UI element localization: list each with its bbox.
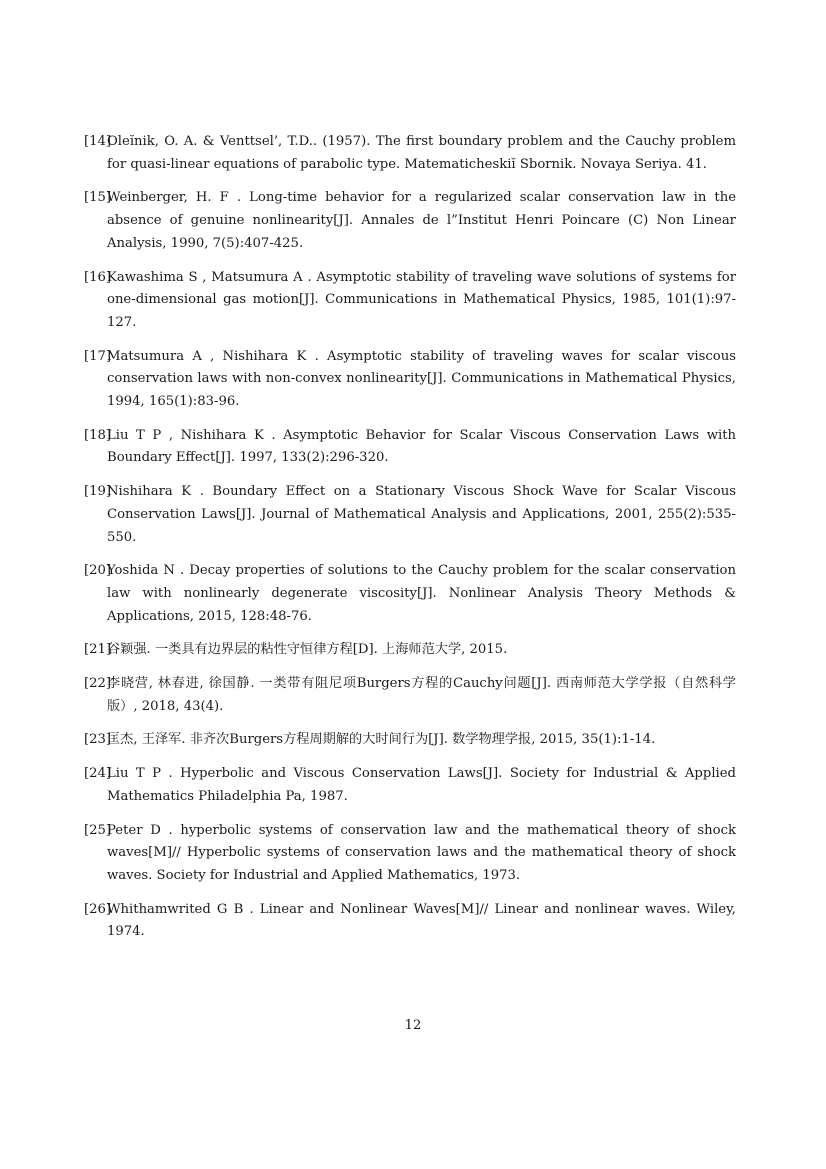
page-number: 12	[404, 1018, 422, 1033]
reference-item	[84, 763, 736, 808]
reference-item	[84, 131, 736, 176]
reference-item	[84, 729, 736, 752]
reference-number: [20]	[84, 563, 112, 579]
reference-number: [26]	[84, 901, 112, 917]
reference-text: Nishihara K . Boundary Effect on a Stationary Viscous Shock Wave for Scalar Viscous Conservation Laws[J]. Journal of Mathematical Analysis and Applications, 2001, 255(2):535-550.	[107, 484, 736, 545]
reference-item	[84, 639, 736, 662]
reference-text: Weinberger, H. F . Long-time behavior for a regularized scalar conservation law in the absence of genuine nonlinearity[J]. Annales de l”Institut Henri Poincare (C) Non Linear Analysis, 1990, 7(5):407-425.	[107, 190, 736, 251]
reference-text: 谷颖强. 一类具有边界层的粘性守恒律方程[D]. 上海师范大学, 2015.	[107, 642, 508, 658]
reference-item	[84, 187, 736, 255]
reference-number: [18]	[84, 427, 112, 443]
reference-list	[84, 131, 736, 955]
reference-number: [22]	[84, 676, 112, 692]
reference-number: [24]	[84, 766, 112, 782]
reference-text: Oleĭnik, O. A. & Venttsel’, T.D.. (1957). The first boundary problem and the Cauchy problem for quasi-linear equations of parabolic type. Matematicheskiĭ Sbornik. Novaya Seriya. 41.	[107, 134, 736, 172]
reference-text: 匡杰, 王泽军. 非齐次Burgers方程周期解的大时间行为[J]. 数学物理学报, 2015, 35(1):1-14.	[107, 732, 656, 748]
reference-text: Yoshida N . Decay properties of solutions to the Cauchy problem for the scalar conservation law with nonlinearly degenerate viscosity[J]. Nonlinear Analysis Theory Methods & Applications, 2015, 128:48-76.	[107, 563, 736, 624]
reference-number: [16]	[84, 269, 112, 285]
reference-text: Kawashima S , Matsumura A . Asymptotic stability of traveling wave solutions of systems for one-dimensional gas motion[J]. Communications in Mathematical Physics, 1985, 101(1):97-127.	[107, 269, 736, 330]
reference-item	[84, 267, 736, 335]
reference-text: Liu T P . Hyperbolic and Viscous Conservation Laws[J]. Society for Industrial & Applied Mathematics Philadelphia Pa, 1987.	[107, 766, 736, 804]
reference-item	[84, 346, 736, 414]
reference-text: Whithamwrited G B . Linear and Nonlinear Waves[M]// Linear and nonlinear waves. Wiley, 1974.	[107, 901, 736, 940]
reference-item	[84, 481, 736, 549]
reference-number: [14]	[84, 134, 112, 149]
reference-number: [25]	[84, 822, 112, 838]
reference-number: [23]	[84, 732, 112, 748]
reference-item	[84, 560, 736, 628]
reference-number: [21]	[84, 642, 112, 658]
reference-number: [19]	[84, 484, 112, 500]
reference-text: Peter D . hyperbolic systems of conservation law and the mathematical theory of shock waves[M]// Hyperbolic systems of conservation laws and the mathematical theory of shock waves. Society for Industrial and Applied Mathematics, 1973.	[107, 822, 736, 883]
reference-number: [15]	[84, 190, 112, 206]
reference-text: Liu T P , Nishihara K . Asymptotic Behavior for Scalar Viscous Conservation Laws with Boundary Effect[J]. 1997, 133(2):296-320.	[107, 427, 736, 466]
reference-item	[84, 899, 736, 944]
reference-item	[84, 820, 736, 888]
reference-item	[84, 425, 736, 470]
reference-text: 李晓营, 林春进, 徐国静. 一类带有阻尼项Burgers方程的Cauchy问题[J]. 西南师范大学学报（自然科学版）, 2018, 43(4).	[107, 676, 736, 714]
reference-text: Matsumura A , Nishihara K . Asymptotic stability of traveling waves for scalar viscous conservation laws with non-convex nonlinearity[J]. Communications in Mathematical Physics, 1994, 165(1):83-96.	[107, 348, 736, 410]
reference-number: [17]	[84, 348, 112, 364]
reference-item	[84, 673, 736, 718]
